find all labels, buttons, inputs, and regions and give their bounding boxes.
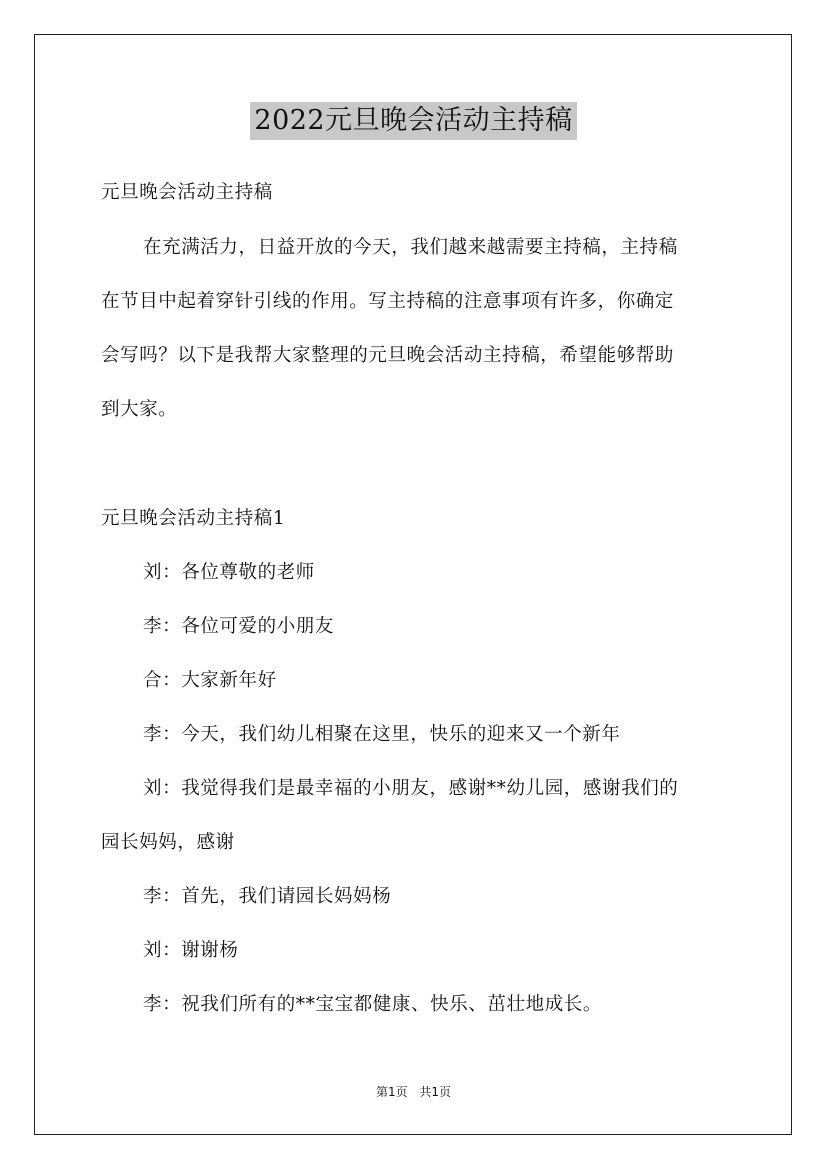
subtitle: 元旦晚会活动主持稿 <box>101 182 273 203</box>
intro-line-1: 在充满活力，日益开放的今天，我们越来越需要主持稿，主持稿 <box>143 237 678 258</box>
title-container <box>0 102 827 140</box>
dialogue-line: 刘：我觉得我们是最幸福的小朋友，感谢**幼儿园，感谢我们的 <box>143 778 679 799</box>
page-footer: 第1页 共1页 <box>375 1085 452 1099</box>
dialogue-line: 李：今天，我们幼儿相聚在这里，快乐的迎来又一个新年 <box>143 724 621 745</box>
dialogue-line: 刘：各位尊敬的老师 <box>143 562 315 583</box>
document-title: 2022元旦晚会活动主持稿 <box>250 102 576 140</box>
dialogue-line-continued: 园长妈妈，感谢 <box>101 832 235 853</box>
dialogue-line: 李：各位可爱的小朋友 <box>143 616 335 637</box>
dialogue-line: 合：大家新年好 <box>143 670 277 691</box>
dialogue-line: 刘：谢谢杨 <box>143 940 239 961</box>
intro-line-3: 会写吗？以下是我帮大家整理的元旦晚会活动主持稿，希望能够帮助 <box>101 345 675 366</box>
intro-line-2: 在节目中起着穿针引线的作用。写主持稿的注意事项有许多，你确定 <box>101 291 675 312</box>
dialogue-line: 李：祝我们所有的**宝宝都健康、快乐、茁壮地成长。 <box>143 994 603 1015</box>
section-heading: 元旦晚会活动主持稿1 <box>101 508 286 529</box>
dialogue-line: 李：首先，我们请园长妈妈杨 <box>143 886 392 907</box>
intro-line-4: 到大家。 <box>101 399 178 420</box>
